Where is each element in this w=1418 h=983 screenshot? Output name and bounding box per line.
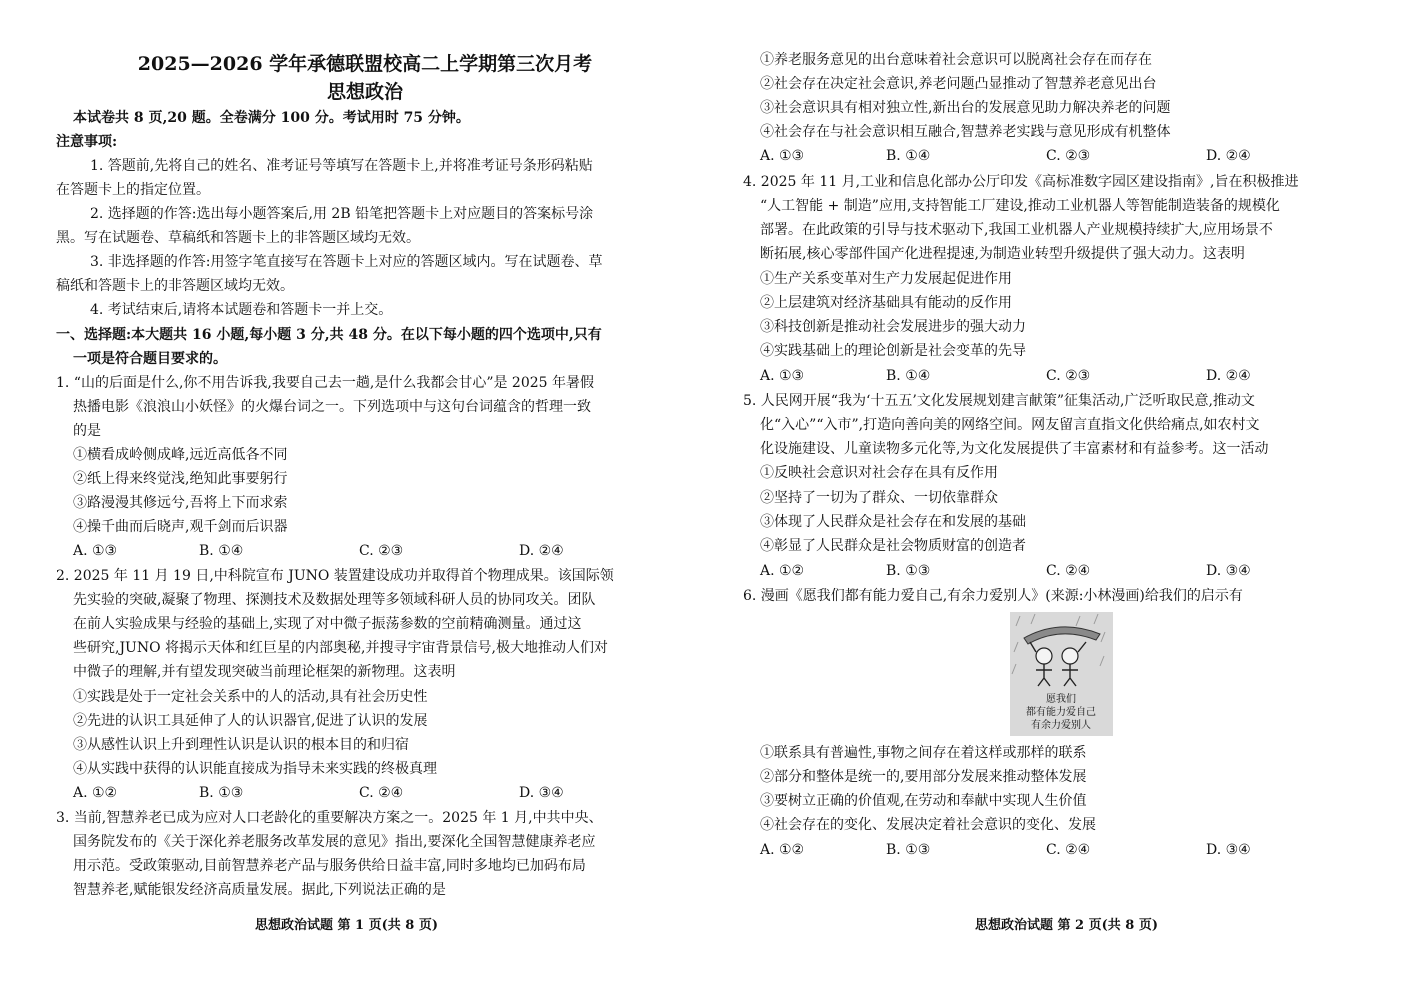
q1-options xyxy=(56,539,674,563)
notice-line: 黑。写在试题卷、草稿纸和答题卡上的非答题区域均无效。 xyxy=(56,230,420,246)
option-b: B. ①④ xyxy=(199,543,244,559)
q4-item: ③科技创新是推动社会发展进步的强大动力 xyxy=(760,319,1026,335)
q2-stem: 些研究,JUNO 将揭示天体和红巨星的内部奥秘,并搜寻宇宙背景信号,极大地推动人们对 xyxy=(73,640,608,656)
notice-line: 在答题卡上的指定位置。 xyxy=(56,182,210,198)
q4-item: ②上层建筑对经济基础具有能动的反作用 xyxy=(760,295,1012,311)
notice-line: 3. 非选择题的作答:用签字笔直接写在答题卡上对应的答题区域内。写在试题卷、草 xyxy=(90,254,603,270)
exam-intro: 本试卷共 8 页,20 题。全卷满分 100 分。考试用时 75 分钟。 xyxy=(73,110,470,126)
q5-stem: 化“入心”“入市”,打造向善向美的网络空间。网友留言直指文化供给痛点,如农村文 xyxy=(760,417,1260,433)
q2-item: ②先进的认识工具延伸了人的认识器官,促进了认识的发展 xyxy=(73,713,428,729)
q6-item: ③要树立正确的价值观,在劳动和奉献中实现人生价值 xyxy=(760,793,1087,809)
q1-stem: 热播电影《浪浪山小妖怪》的火爆台词之一。下列选项中与这句台词蕴含的哲理一致 xyxy=(73,399,591,415)
option-a: A. ①③ xyxy=(760,368,805,384)
cartoon-illustration xyxy=(1010,612,1113,736)
option-d: D. ③④ xyxy=(1206,563,1251,579)
cartoon-image xyxy=(1010,612,1113,736)
option-d: D. ②④ xyxy=(1206,148,1251,164)
q3-stem: 用示范。受政策驱动,目前智慧养老产品与服务供给日益丰富,同时多地均已加码布局 xyxy=(73,858,586,874)
q3-item: ③社会意识具有相对独立性,新出台的发展意见助力解决养老的问题 xyxy=(760,100,1171,116)
page-footer-right: 思想政治试题 第 2 页(共 8 页) xyxy=(975,918,1159,933)
cartoon-caption-line: 有余力爱别人 xyxy=(1031,720,1091,731)
q4-item: ④实践基础上的理论创新是社会变革的先导 xyxy=(760,343,1026,359)
q3-stem: 智慧养老,赋能银发经济高质量发展。据此,下列说法正确的是 xyxy=(73,882,446,898)
q4-stem: 部署。在此政策的引导与技术驱动下,我国工业机器人产业规模持续扩大,应用场景不 xyxy=(760,222,1273,238)
q2-item: ①实践是处于一定社会关系中的人的活动,具有社会历史性 xyxy=(73,689,428,705)
q1-item: ①横看成岭侧成峰,远近高低各不同 xyxy=(73,447,288,463)
notice-heading: 注意事项: xyxy=(56,134,118,150)
q5-stem: 5. 人民网开展“我为‘十五五’文化发展规划建言献策”征集活动,广泛听取民意,推动文 xyxy=(743,393,1255,409)
q3-item: ①养老服务意见的出台意味着社会意识可以脱离社会存在而存在 xyxy=(760,52,1152,68)
notice-line: 1. 答题前,先将自己的姓名、准考证号等填写在答题卡上,并将准考证号条形码粘贴 xyxy=(90,158,593,174)
option-b: B. ①③ xyxy=(886,563,931,579)
q2-stem: 2. 2025 年 11 月 19 日,中科院宣布 JUNO 装置建设成功并取得首个物理成果。该国际领 xyxy=(56,568,614,584)
q2-options xyxy=(56,781,674,805)
page-footer-left: 思想政治试题 第 1 页(共 8 页) xyxy=(255,918,439,933)
q5-stem: 化设施建设、儿童读物多元化等,为文化发展提供了丰富素材和有益参考。这一活动 xyxy=(760,441,1269,457)
option-c: C. ②④ xyxy=(359,785,404,801)
notice-line: 4. 考试结束后,请将本试题卷和答题卡一并上交。 xyxy=(90,302,393,318)
q5-item: ④彰显了人民群众是社会物质财富的创造者 xyxy=(760,538,1026,554)
q3-options xyxy=(760,144,1368,168)
option-a: A. ①③ xyxy=(760,148,805,164)
q6-item: ②部分和整体是统一的,要用部分发展来推动整体发展 xyxy=(760,769,1087,785)
option-d: D. ③④ xyxy=(519,785,564,801)
option-a: A. ①② xyxy=(73,785,118,801)
q1-item: ④操千曲而后晓声,观千剑而后识器 xyxy=(73,519,288,535)
q4-item: ①生产关系变革对生产力发展起促进作用 xyxy=(760,271,1012,287)
option-c: C. ②④ xyxy=(1046,842,1091,858)
q2-item: ③从感性认识上升到理性认识是认识的根本目的和归宿 xyxy=(73,737,409,753)
option-b: B. ①④ xyxy=(886,368,931,384)
exam-title: 2025—2026 学年承德联盟校高二上学期第三次月考 xyxy=(137,53,593,75)
q6-options xyxy=(760,838,1368,862)
option-a: A. ①③ xyxy=(73,543,118,559)
q1-item: ③路漫漫其修远兮,吾将上下而求索 xyxy=(73,495,288,511)
option-a: A. ①② xyxy=(760,842,805,858)
q2-item: ④从实践中获得的认识能直接成为指导未来实践的终极真理 xyxy=(73,761,437,777)
section-heading-cont: 一项是符合题目要求的。 xyxy=(73,351,227,367)
q6-item: ①联系具有普遍性,事物之间存在着这样或那样的联系 xyxy=(760,745,1087,761)
q1-item: ②纸上得来终觉浅,绝知此事要躬行 xyxy=(73,471,288,487)
cartoon-caption-line: 都有能力爱自己 xyxy=(1026,707,1096,718)
q1-stem: 1. “山的后面是什么,你不用告诉我,我要自己去一趟,是什么我都会甘心”是 2025 年暑假 xyxy=(56,375,594,391)
q6-item: ④社会存在的变化、发展决定着社会意识的变化、发展 xyxy=(760,817,1096,833)
section-heading: 一、选择题:本大题共 16 小题,每小题 3 分,共 48 分。在以下每小题的四个选项中,只有 xyxy=(56,327,602,343)
q3-item: ②社会存在决定社会意识,养老问题凸显推动了智慧养老意见出台 xyxy=(760,76,1157,92)
option-b: B. ①③ xyxy=(886,842,931,858)
exam-subject: 思想政治 xyxy=(326,81,403,103)
notice-line: 稿纸和答题卡上的非答题区域均无效。 xyxy=(56,278,294,294)
cartoon-caption-line: 愿我们 xyxy=(1046,694,1076,705)
q3-item: ④社会存在与社会意识相互融合,智慧养老实践与意见形成有机整体 xyxy=(760,124,1171,140)
q5-options xyxy=(760,559,1368,583)
option-d: D. ③④ xyxy=(1206,842,1251,858)
option-d: D. ②④ xyxy=(519,543,564,559)
option-d: D. ②④ xyxy=(1206,368,1251,384)
q2-stem: 先实验的突破,凝聚了物理、探测技术及数据处理等多领域科研人员的协同攻关。团队 xyxy=(73,592,596,608)
option-b: B. ①④ xyxy=(886,148,931,164)
q1-stem: 的是 xyxy=(73,423,101,439)
q4-options xyxy=(760,364,1368,388)
option-c: C. ②③ xyxy=(359,543,404,559)
q6-stem: 6. 漫画《愿我们都有能力爱自己,有余力爱别人》(来源:小林漫画)给我们的启示有 xyxy=(743,588,1243,604)
q5-item: ③体现了人民群众是社会存在和发展的基础 xyxy=(760,514,1026,530)
q5-item: ②坚持了一切为了群众、一切依靠群众 xyxy=(760,490,998,506)
q3-stem: 3. 当前,智慧养老已成为应对人口老龄化的重要解决方案之一。2025 年 1 月,中共中央、 xyxy=(56,810,603,826)
option-c: C. ②④ xyxy=(1046,563,1091,579)
notice-line: 2. 选择题的作答:选出每小题答案后,用 2B 铅笔把答题卡上对应题目的答案标号涂 xyxy=(90,206,594,222)
option-c: C. ②③ xyxy=(1046,368,1091,384)
q3-stem: 国务院发布的《关于深化养老服务改革发展的意见》指出,要深化全国智慧健康养老应 xyxy=(73,834,596,850)
q2-stem: 中微子的理解,并有望发现突破当前理论框架的新物理。这表明 xyxy=(73,664,456,680)
q5-item: ①反映社会意识对社会存在具有反作用 xyxy=(760,465,998,481)
q4-stem: “人工智能 + 制造”应用,支持智能工厂建设,推动工业机器人等智能制造装备的规模化 xyxy=(760,198,1280,214)
q4-stem: 断拓展,核心零部件国产化进程提速,为制造业转型升级提供了强大动力。这表明 xyxy=(760,246,1245,262)
option-b: B. ①③ xyxy=(199,785,244,801)
q2-stem: 在前人实验成果与经验的基础上,实现了对中微子振荡参数的空前精确测量。通过这 xyxy=(73,616,582,632)
option-c: C. ②③ xyxy=(1046,148,1091,164)
option-a: A. ①② xyxy=(760,563,805,579)
q4-stem: 4. 2025 年 11 月,工业和信息化部办公厅印发《高标准数字园区建设指南》,旨在积极推进 xyxy=(743,174,1299,190)
